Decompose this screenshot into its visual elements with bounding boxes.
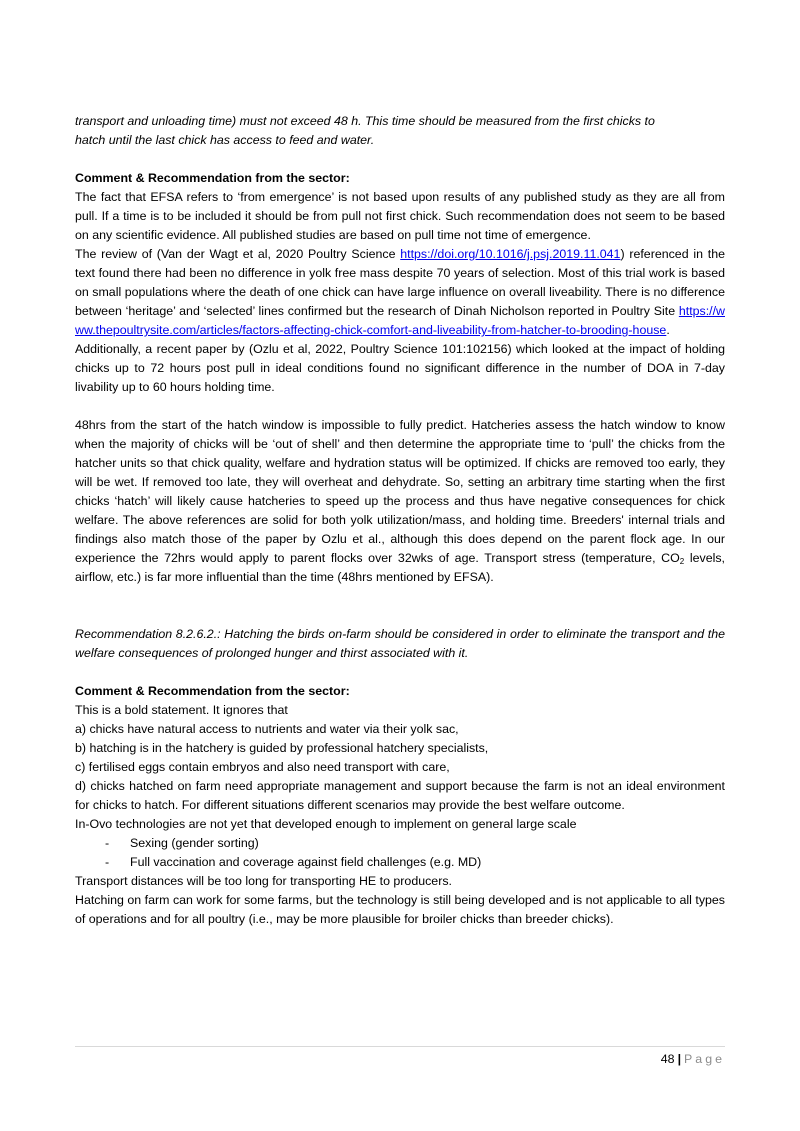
footer-divider (75, 1046, 725, 1047)
recommendation-text: Recommendation 8.2.6.2.: Hatching the birds on-farm should be considered in order to eliminate the transport and the welfare consequences of prolonged hunger and thirst associated with it. (75, 627, 725, 660)
text: 48hrs from the start of the hatch window is impossible to fully predict. Hatcheries assess the hatch window to know when the majority of chicks will be ‘out of shell’ and then determine the appropriate time to ‘pull’ the chicks from the hatcher units so that chick quality, welfare and hydration status will be optimized. If chicks are removed too early, they will be wet. If removed too late, they will overheat and dehydrate. So, setting an arbitrary time starting when the first chicks ‘hatch’ will likely cause hatcheries to speed up the process and thus have negative consequences for chick welfare. The above references are solid for both yolk utilization/mass, and holding time. Breeders' internal trials and findings also match those of the paper by Ozlu et al., although this does depend on the parent flock age. In our experience the 72hrs would apply to parent flocks over 32wks of age. Transport stress (temperature, CO (75, 418, 725, 565)
footer-separator: | (677, 1052, 682, 1066)
spacer (75, 397, 725, 416)
doi-link[interactable]: https://doi.org/10.1016/j.psj.2019.11.041 (400, 247, 621, 261)
intro-line-2: hatch until the last chick has access to feed and water. (75, 133, 375, 147)
document-page (75, 112, 725, 929)
paragraph: Hatching on farm can work for some farms, but the technology is still being developed and is not applicable to all types of operations and for all poultry (i.e., may be more plausible for broiler chicks than breeder chicks). (75, 893, 725, 926)
paragraph-hatch-window (75, 416, 725, 587)
poultrysite-link[interactable]: https://www.thepoultrysite.com/articles/factors-affecting-chick-comfort-and-liveability-from-hatcher-to-brooding-house (75, 304, 725, 337)
text: . (666, 323, 670, 337)
paragraph: In-Ovo technologies are not yet that developed enough to implement on general large scale (75, 817, 577, 831)
text: The review of (Van der Wagt et al, 2020 Poultry Science (75, 247, 401, 261)
paragraph: The fact that EFSA refers to ‘from emergence’ is not based upon results of any published study as they are all from pull. If a time is to be included it should be from pull not first chick. Such recommendation does not seem to be based on any scientific evidence. All published studies are based on pull time not time of emergence. (75, 190, 725, 242)
spacer (75, 150, 725, 169)
text: ) referenced in the text found there had been no difference in yolk free mass despite 70 years of selection. Most of this trial work is based on small populations where the death of one chick can have large influence on overall liveability. There is no difference between ‘heritage’ and ‘selected’ lines confirmed but the research of Dinah Nicholson reported in Poultry Site (75, 247, 725, 318)
list-item: d) chicks hatched on farm need appropriate management and support because the farm is not an ideal environment for chicks to hatch. For different situations different scenarios may provide the best welfare outcome. (75, 779, 725, 812)
page-label: Page (684, 1052, 725, 1066)
paragraph: This is a bold statement. It ignores that (75, 703, 288, 717)
dash-list-item (105, 853, 725, 872)
paragraph: Transport distances will be too long for transporting HE to producers. (75, 874, 452, 888)
dash-item-text: Sexing (gender sorting) (130, 836, 259, 850)
list-item: b) hatching is in the hatchery is guided by professional hatchery specialists, (75, 741, 489, 755)
text: levels, airflow, etc.) is far more influential than the time (48hrs mentioned by EFSA). (75, 551, 725, 584)
paragraph-ozlu: Additionally, a recent paper by (Ozlu et al, 2022, Poultry Science 101:102156) which looked at the impact of holding chicks up to 72 hours post pull in ideal conditions found no significant difference in the number of DOA in 7-day livability up to 60 hours holding time. (75, 342, 725, 394)
dash-item-text: Full vaccination and coverage against field challenges (e.g. MD) (130, 855, 482, 869)
list-item: c) fertilised eggs contain embryos and also need transport with care, (75, 760, 450, 774)
page-number: 48 (660, 1052, 675, 1066)
paragraph-review (75, 245, 725, 340)
spacer (75, 663, 725, 682)
intro-line-1: transport and unloading time) must not exceed 48 h. This time should be measured from the first chicks to (75, 114, 655, 128)
section-heading: Comment & Recommendation from the sector: (75, 684, 350, 698)
dash-list-item (105, 834, 725, 853)
spacer (75, 587, 725, 625)
dash-bullet: - (105, 836, 110, 850)
section-heading: Comment & Recommendation from the sector: (75, 171, 350, 185)
subscript: 2 (679, 557, 685, 566)
page-footer (661, 1050, 725, 1069)
list-item: a) chicks have natural access to nutrients and water via their yolk sac, (75, 722, 459, 736)
dash-bullet: - (105, 855, 110, 869)
